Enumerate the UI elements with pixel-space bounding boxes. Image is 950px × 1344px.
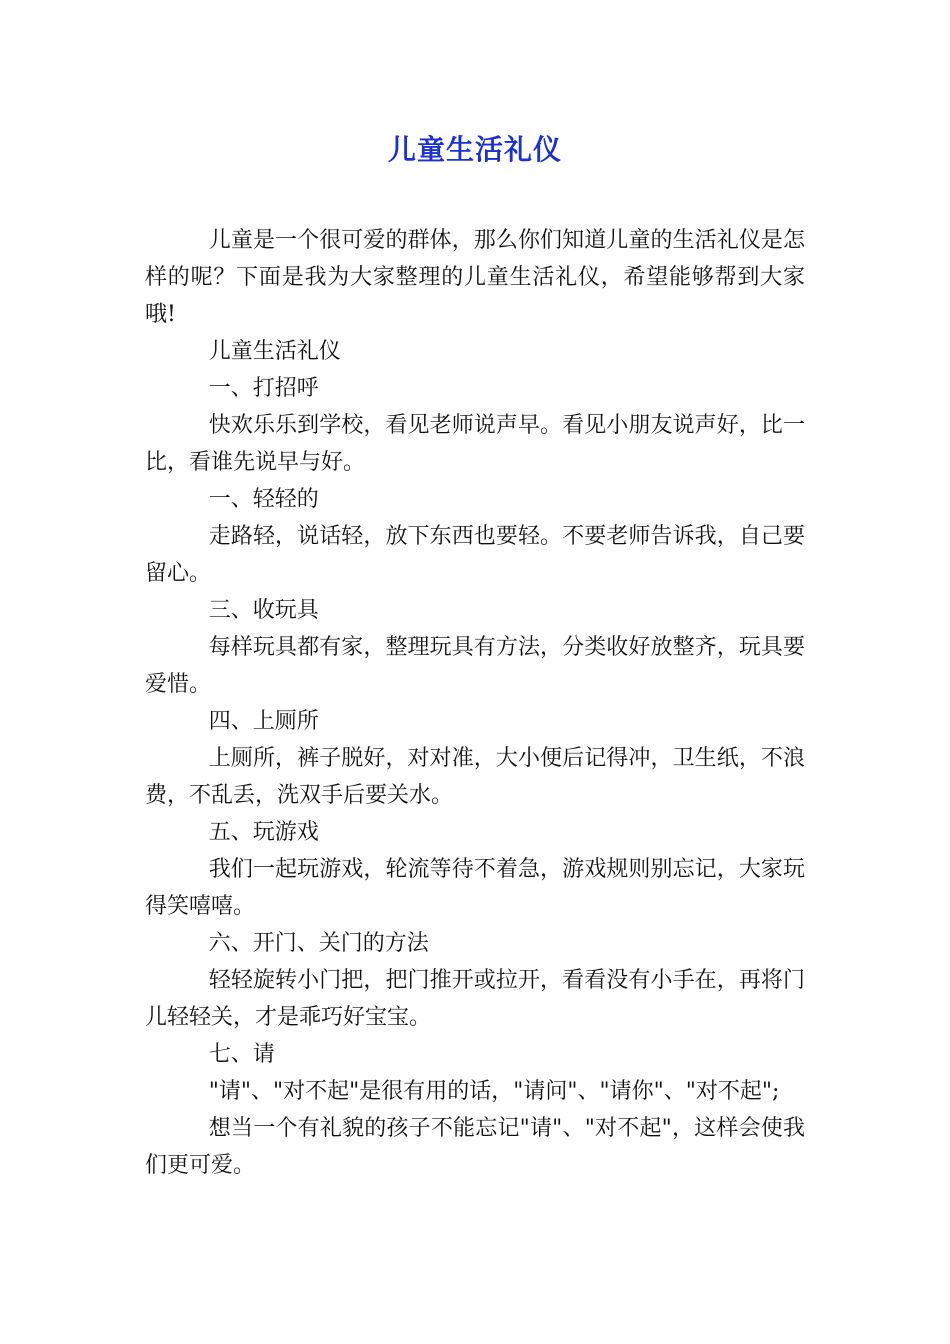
item-text: 我们一起玩游戏，轮流等待不着急，游戏规则别忘记，大家玩得笑嘻嘻。	[145, 857, 805, 919]
item-heading: 五、玩游戏	[208, 820, 319, 845]
intro-paragraph: 儿童是一个很可爱的群体，那么你们知道儿童的生活礼仪是怎样的呢？下面是我为大家整理的儿童生活礼仪，希望能够帮到大家哦!	[145, 228, 805, 327]
item-text: 上厕所，裤子脱好，对对准，大小便后记得冲，卫生纸，不浪费，不乱丢，洗双手后要关水。	[145, 746, 805, 808]
item-heading: 七、请	[208, 1042, 275, 1067]
item-heading: 一、轻轻的	[208, 487, 319, 512]
item-heading: 三、收玩具	[208, 598, 319, 623]
item-heading: 一、打招呼	[208, 376, 319, 401]
item-text: 走路轻，说话轻，放下东西也要轻。不要老师告诉我，自己要留心。	[145, 524, 805, 586]
item-text: "请"、"对不起"是很有用的话，"请问"、"请你"、"对不起";	[208, 1079, 780, 1104]
item-text: 轻轻旋转小门把，把门推开或拉开，看看没有小手在，再将门儿轻轻关，才是乖巧好宝宝。	[145, 968, 805, 1030]
document-title: 儿童生活礼仪	[387, 133, 562, 166]
item-heading: 四、上厕所	[208, 709, 319, 734]
item-text: 每样玩具都有家，整理玩具有方法，分类收好放整齐，玩具要爱惜。	[145, 635, 805, 697]
section-heading: 儿童生活礼仪	[208, 339, 341, 364]
item-text: 想当一个有礼貌的孩子不能忘记"请"、"对不起"，这样会使我们更可爱。	[145, 1116, 805, 1178]
item-text: 快欢乐乐到学校，看见老师说声早。看见小朋友说声好，比一比，看谁先说早与好。	[145, 413, 805, 475]
item-heading: 六、开门、关门的方法	[208, 931, 429, 956]
document-body	[145, 222, 805, 1184]
